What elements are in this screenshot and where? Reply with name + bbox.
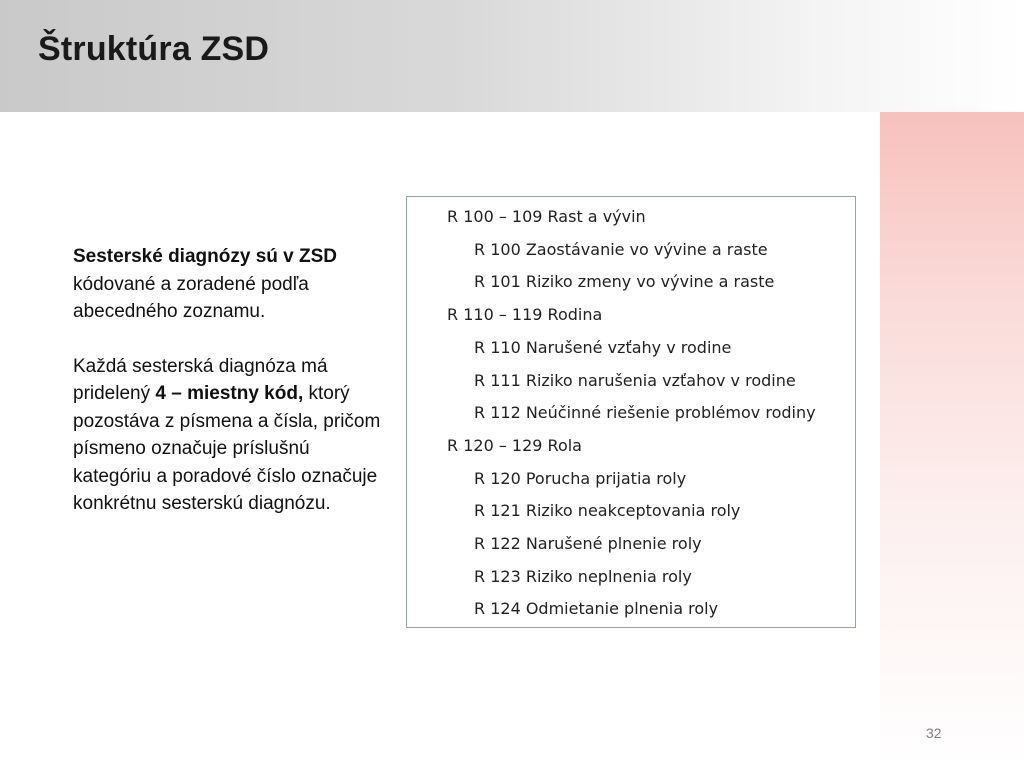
code-diagnosis-item: R 110 Narušené vzťahy v rodine: [474, 337, 732, 357]
paragraph-coding-bold: Sesterské diagnózy sú v ZSD: [73, 246, 337, 267]
code-diagnosis-item: R 112 Neúčinné riešenie problémov rodiny: [474, 403, 816, 423]
code-diagnosis-item: R 120 Porucha prijatia roly: [474, 468, 687, 488]
code-category-item: R 110 – 119 Rodina: [447, 305, 603, 325]
paragraph-coding-rest: kódované a zoradené podľa abecedného zoznamu.: [73, 273, 309, 322]
code-diagnosis-item: R 100 Zaostávanie vo vývine a raste: [474, 239, 768, 259]
page-number: 32: [926, 725, 942, 741]
code-diagnosis-item: R 124 Odmietanie plnenia roly: [474, 599, 719, 619]
code-category-item: R 120 – 129 Rola: [447, 435, 582, 455]
code-diagnosis-item: R 101 Riziko zmeny vo vývine a raste: [474, 272, 775, 292]
decorative-side-band: [880, 112, 1024, 767]
diagnosis-code-table: [406, 196, 856, 628]
slide-title: Štruktúra ZSD: [38, 30, 270, 68]
description-text: [73, 243, 393, 518]
paragraph-code-format: [73, 353, 393, 518]
paragraph-code-format-rest: ktorý pozostáva z písmena a čísla, pričom písmeno označuje príslušnú kategóriu a poradové číslo označuje konkrétnu sesterskú diagnózu.: [73, 383, 381, 514]
title-bar: [0, 0, 1024, 112]
code-diagnosis-item: R 121 Riziko neakceptovania roly: [474, 501, 741, 521]
code-diagnosis-item: R 122 Narušené plnenie roly: [474, 534, 702, 553]
paragraph-code-format-start: Každá sesterská diagnóza má pridelený: [73, 355, 328, 404]
code-diagnosis-item: R 111 Riziko narušenia vzťahov v rodine: [474, 370, 796, 390]
paragraph-coding: [73, 243, 393, 326]
paragraph-code-format-bold: 4 – miestny kód,: [155, 383, 304, 404]
code-category-item: R 100 – 109 Rast a vývin: [447, 207, 646, 226]
code-diagnosis-item: R 123 Riziko neplnenia roly: [474, 566, 692, 586]
